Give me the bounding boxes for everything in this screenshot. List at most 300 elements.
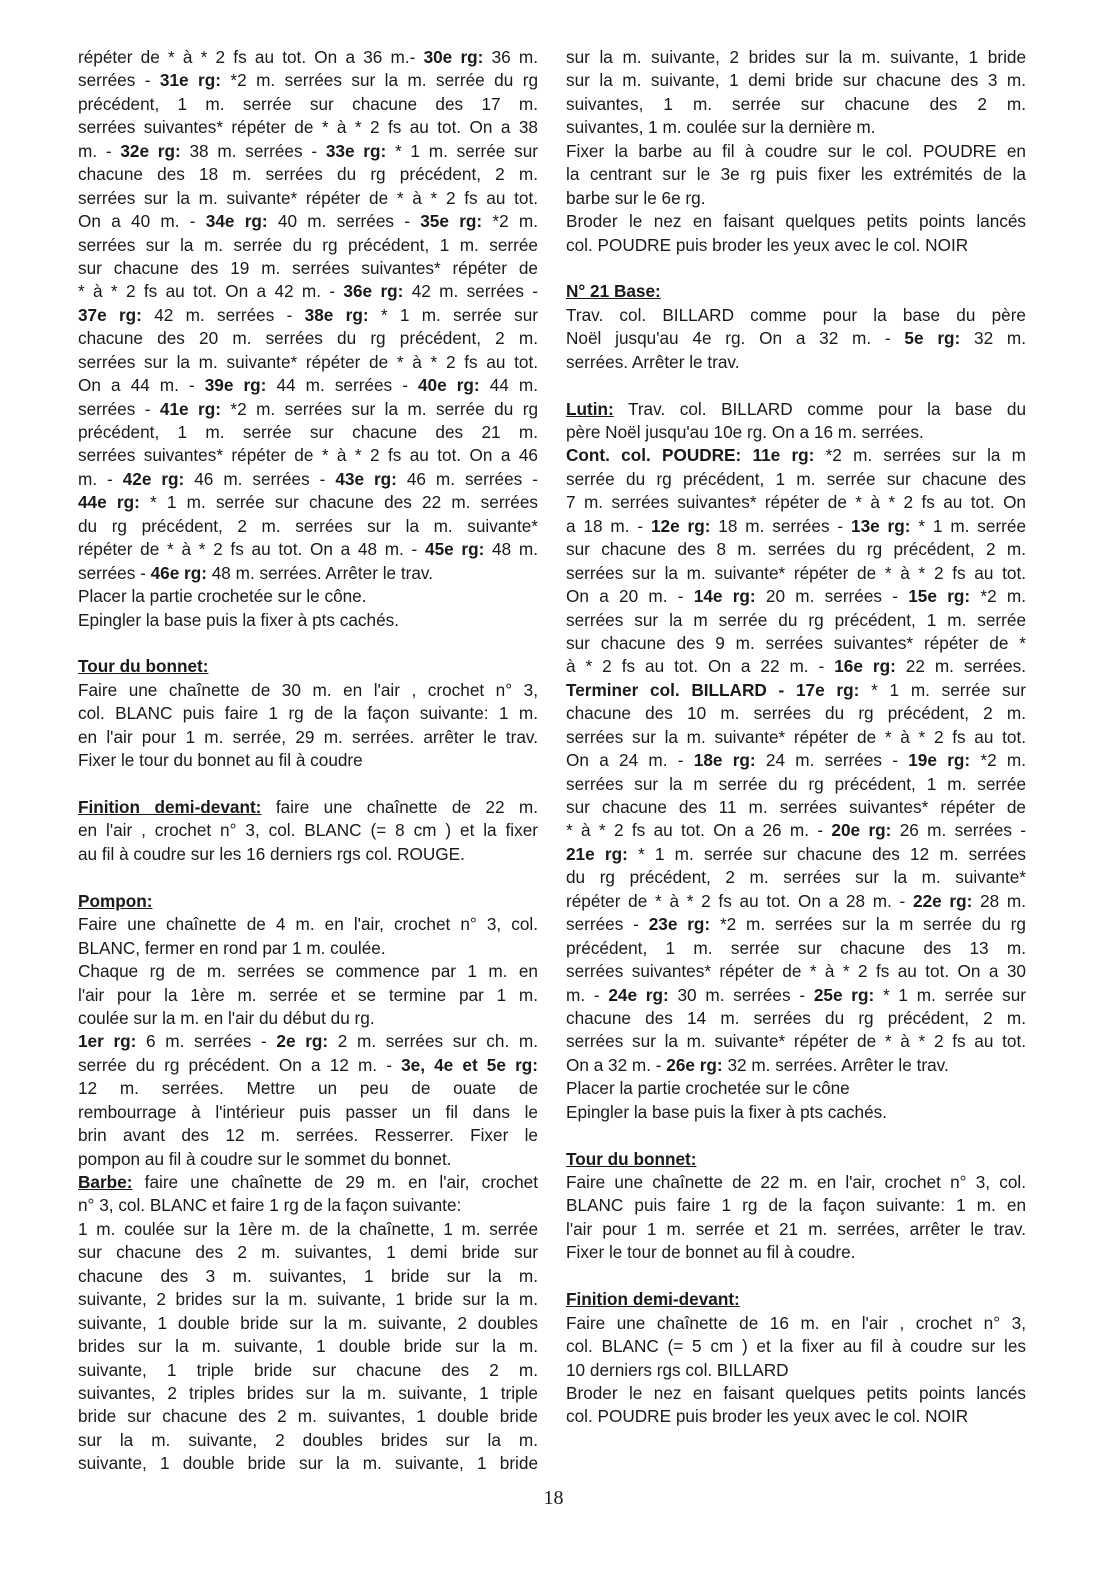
section-heading: Tour du bonnet: xyxy=(566,1148,697,1169)
text-line xyxy=(566,679,1026,702)
text-run: répéter de * à * 2 fs au tot. On a 28 m. - xyxy=(566,890,914,911)
text-line xyxy=(78,819,538,842)
text-line xyxy=(78,257,538,280)
text-line xyxy=(78,210,538,233)
text-run: sur la m. suivante, 2 doubles brides sur la m. xyxy=(78,1429,538,1450)
row-label: 16e rg: xyxy=(834,656,896,677)
text-run: Chaque rg de m. serrées se commence par 1 m. en xyxy=(78,961,538,982)
text-line xyxy=(78,1405,538,1428)
text-run: serrées suivantes* répéter de * à * 2 fs au tot. On a 30 xyxy=(566,961,1026,982)
text-run: 48 m. serrées. Arrêter le trav. xyxy=(206,562,434,583)
text-line xyxy=(78,515,538,538)
text-run: sur chacune des 8 m. serrées du rg précédent, 2 m. xyxy=(566,539,1026,560)
text-line xyxy=(566,632,1026,655)
text-line xyxy=(78,1171,538,1194)
text-line xyxy=(78,444,538,467)
row-label: 36e rg: xyxy=(343,281,404,302)
text-run: suivante, 2 brides sur la m. suivante, 1 bride sur la m. xyxy=(78,1289,538,1310)
text-run: précédent, 1 m. serrée sur chacune des 21 m. xyxy=(78,422,538,442)
text-line xyxy=(78,960,538,983)
text-line xyxy=(78,702,538,725)
text-line xyxy=(78,1218,538,1241)
text-line xyxy=(78,69,538,92)
text-run: *2 m. xyxy=(970,750,1026,771)
text-line xyxy=(78,1452,538,1475)
row-label: 20e rg: xyxy=(831,820,892,841)
section-heading: Finition demi-devant: xyxy=(566,1289,740,1310)
text-line xyxy=(78,1335,538,1358)
text-line xyxy=(78,609,538,632)
text-run: 24 m. serrées - xyxy=(755,750,909,771)
text-run: chacune des 20 m. serrées du rg précédent, 2 m. xyxy=(78,328,538,349)
text-run: faire une chaînette de 29 m. en l'air, crochet xyxy=(132,1172,538,1192)
text-run: 42 m. serrées - xyxy=(403,281,538,302)
text-line xyxy=(566,1405,1026,1428)
text-run: Faire une chaînette de 16 m. en l'air , crochet n° 3, xyxy=(566,1312,1026,1333)
text-run: * à * 2 fs au tot. On a 42 m. - xyxy=(78,281,344,302)
text-run: du rg précédent, 2 m. serrées sur la m. suivante* xyxy=(566,867,1026,888)
paragraph-gap xyxy=(78,773,538,796)
text-line xyxy=(78,1382,538,1405)
text-line xyxy=(566,46,1026,69)
text-line xyxy=(566,819,1026,842)
text-run: serrées sur la m. suivante* répéter de * à * 2 fs au tot. xyxy=(78,351,538,372)
text-run: précédent, 1 m. serrée sur chacune des 13 m. xyxy=(566,937,1026,958)
text-run: suivantes, 1 m. coulée sur la dernière m. xyxy=(566,117,876,138)
text-run: *2 m. serrées sur la m serrée du rg xyxy=(710,914,1026,935)
text-line xyxy=(78,562,538,585)
text-run: col. POUDRE puis broder les yeux avec le col. NOIR xyxy=(566,234,969,255)
row-label: 35e rg: xyxy=(420,211,483,232)
text-run: *2 m. serrées sur la m. serrée du rg xyxy=(220,70,538,91)
text-line xyxy=(78,1101,538,1124)
text-line xyxy=(566,913,1026,936)
section-heading: N° 21 Base: xyxy=(566,281,661,302)
text-run: 22 m. serrées. xyxy=(895,656,1026,677)
text-run: chacune des 18 m. serrées du rg précédent, 2 m. xyxy=(78,164,538,185)
row-label: 5e rg: xyxy=(904,328,961,349)
text-run: BLANC, fermer en rond par 1 m. coulée. xyxy=(78,937,386,958)
text-line xyxy=(78,280,538,303)
text-run: pompon au fil à coudre sur le sommet du bonnet. xyxy=(78,1148,452,1169)
text-line xyxy=(566,773,1026,796)
text-line xyxy=(566,1030,1026,1053)
text-line xyxy=(78,1007,538,1030)
text-run: 46 m. serrées - xyxy=(184,468,336,489)
text-run: sur la m. suivante, 1 demi bride sur chacune des 3 m. xyxy=(566,70,1026,91)
row-label: Terminer col. BILLARD - 17e rg: xyxy=(566,679,860,700)
text-line xyxy=(78,679,538,702)
section-heading: Lutin: xyxy=(566,398,614,419)
row-label: 19e rg: xyxy=(908,750,971,771)
text-run: col. POUDRE puis broder les yeux avec le col. NOIR xyxy=(566,1406,969,1427)
text-line xyxy=(78,140,538,163)
text-line xyxy=(78,46,538,69)
text-run: Placer la partie crochetée sur le cône xyxy=(566,1078,850,1099)
text-line xyxy=(566,1218,1026,1241)
text-line xyxy=(566,234,1026,257)
section-heading: Pompon: xyxy=(78,890,153,911)
text-run: répéter de * à * 2 fs au tot. On a 48 m. - xyxy=(78,539,426,560)
text-line xyxy=(78,585,538,608)
text-line xyxy=(566,444,1026,467)
text-run: 32 m. serrées. Arrêter le trav. xyxy=(722,1054,949,1075)
text-run: 36 m. xyxy=(483,47,538,67)
text-line xyxy=(566,515,1026,538)
text-run: * à * 2 fs au tot. On a 26 m. - xyxy=(566,820,832,841)
section-heading: Finition demi-devant: xyxy=(78,797,262,817)
text-line xyxy=(566,116,1026,139)
row-label: 21e rg: xyxy=(566,843,628,864)
row-label: 42e rg: xyxy=(122,468,185,489)
text-line xyxy=(78,1148,538,1171)
text-line xyxy=(566,1335,1026,1358)
text-line xyxy=(566,562,1026,585)
text-line xyxy=(78,351,538,374)
text-line xyxy=(78,843,538,866)
text-run: 7 m. serrées suivantes* répéter de * à * 2 fs au tot. On xyxy=(566,492,1026,513)
text-line xyxy=(78,304,538,327)
text-run: serrées sur la m. suivante* répéter de * à * 2 fs au tot. xyxy=(566,1031,1026,1052)
text-run: * 1 m. serrée sur xyxy=(859,679,1026,700)
text-run: Faire une chaînette de 22 m. en l'air, crochet n° 3, col. xyxy=(566,1172,1026,1192)
text-line xyxy=(566,1101,1026,1124)
text-run: * 1 m. serrée sur chacune des 22 m. serrées xyxy=(139,492,538,513)
paragraph-gap xyxy=(78,632,538,655)
text-run: bride sur chacune des 2 m. suivantes, 1 double bride xyxy=(78,1406,538,1427)
text-line xyxy=(78,984,538,1007)
row-label: 2e rg: xyxy=(276,1031,329,1052)
text-run: serrées - xyxy=(78,398,160,419)
text-line xyxy=(566,491,1026,514)
text-run: père Noël jusqu'au 10e rg. On a 16 m. serrées. xyxy=(566,422,924,442)
text-run: serrées - xyxy=(78,562,151,583)
text-line xyxy=(78,1124,538,1147)
text-run: chacune des 3 m. suivantes, 1 bride sur la m. xyxy=(78,1265,538,1286)
text-run: 48 m. xyxy=(484,539,538,560)
text-run: col. BLANC (= 5 cm ) et la fixer au fil à coudre sur les xyxy=(566,1336,1026,1357)
text-line xyxy=(78,890,538,913)
text-run: sur chacune des 11 m. serrées suivantes* répéter de xyxy=(566,797,1026,817)
text-run: 40 m. serrées - xyxy=(267,211,421,232)
text-run: chacune des 14 m. serrées du rg précédent, 2 m. xyxy=(566,1007,1026,1028)
text-line xyxy=(566,1148,1026,1171)
text-run: suivante, 1 double bride sur la m. suivante, 1 bride xyxy=(78,1453,538,1474)
text-run: *2 m. serrées sur la m. serrée du rg xyxy=(220,398,538,419)
text-line xyxy=(78,749,538,772)
text-line xyxy=(78,491,538,514)
text-line xyxy=(566,960,1026,983)
text-line xyxy=(78,937,538,960)
text-run: 6 m. serrées - xyxy=(136,1031,277,1052)
text-run: serrées sur la m. suivante* répéter de * à * 2 fs au tot. xyxy=(78,187,538,208)
text-run: serrées sur la m serrée du rg précédent, 1 m. serrée xyxy=(566,609,1026,630)
row-label: 30e rg: xyxy=(423,47,484,67)
text-line xyxy=(566,327,1026,350)
text-run: Broder le nez en faisant quelques petits points lancés xyxy=(566,211,1026,232)
text-line xyxy=(566,937,1026,960)
text-line xyxy=(78,1312,538,1335)
text-run: suivante, 1 double bride sur la m. suivante, 2 doubles xyxy=(78,1312,538,1333)
text-line xyxy=(78,1359,538,1382)
text-run: 12 m. serrées. Mettre un peu de ouate de xyxy=(78,1078,538,1099)
text-run: serrées. Arrêter le trav. xyxy=(566,351,740,372)
text-run: 44 m. xyxy=(479,375,538,396)
text-line xyxy=(78,538,538,561)
text-line xyxy=(566,1359,1026,1382)
text-run: serrées suivantes* répéter de * à * 2 fs au tot. On a 46 xyxy=(78,445,538,466)
text-line xyxy=(566,140,1026,163)
row-label: 12e rg: xyxy=(650,515,711,536)
row-label: 25e rg: xyxy=(813,984,875,1005)
text-run: brides sur la m. suivante, 1 double bride sur la m. xyxy=(78,1336,538,1357)
text-run: faire une chaînette de 22 m. xyxy=(261,797,538,817)
page-number: 18 xyxy=(543,1487,564,1509)
text-line xyxy=(566,1194,1026,1217)
text-line xyxy=(566,796,1026,819)
text-line xyxy=(566,609,1026,632)
row-label: 37e rg: xyxy=(78,304,142,325)
text-line xyxy=(78,655,538,678)
text-run: On a 44 m. - xyxy=(78,375,205,396)
row-label: 26e rg: xyxy=(666,1054,723,1075)
text-line xyxy=(78,234,538,257)
text-run: sur chacune des 9 m. serrées suivantes* répéter de * xyxy=(566,632,1026,653)
text-line xyxy=(566,163,1026,186)
text-line xyxy=(566,421,1026,444)
text-line xyxy=(566,749,1026,772)
text-run: coulée sur la m. en l'air du début du rg. xyxy=(78,1007,375,1028)
text-line xyxy=(78,163,538,186)
text-line xyxy=(566,1382,1026,1405)
paragraph-gap xyxy=(78,866,538,889)
text-run: Faire une chaînette de 30 m. en l'air , crochet n° 3, xyxy=(78,679,538,700)
text-line xyxy=(78,1265,538,1288)
text-line xyxy=(566,1077,1026,1100)
text-run: du rg précédent, 2 m. serrées sur la m. suivante* xyxy=(78,515,538,536)
text-run: Epingler la base puis la fixer à pts cachés. xyxy=(78,609,400,630)
text-line xyxy=(566,304,1026,327)
text-run: en l'air pour 1 m. serrée, 29 m. serrées. arrêter le trav. xyxy=(78,726,538,747)
text-run: 46 m. serrées - xyxy=(396,468,538,489)
row-label: 41e rg: xyxy=(159,398,221,419)
text-run: la centrant sur le 3e rg puis fixer les extrémités de la xyxy=(566,164,1026,185)
text-run: *2 m. serrées sur la m xyxy=(814,445,1026,466)
text-run: 44 m. serrées - xyxy=(266,375,418,396)
text-line xyxy=(566,398,1026,421)
text-run: m. - xyxy=(78,140,121,161)
text-line xyxy=(566,1171,1026,1194)
text-run: *2 m. xyxy=(970,586,1026,607)
text-run: m. - xyxy=(566,984,609,1005)
text-line xyxy=(566,1241,1026,1264)
text-line xyxy=(78,913,538,936)
text-run: suivantes, 2 triples brides sur la m. suivante, 1 triple xyxy=(78,1382,538,1403)
text-run: sur chacune des 2 m. suivantes, 1 demi bride sur xyxy=(78,1242,538,1263)
text-run: suivante, 1 triple bride sur chacune des 2 m. xyxy=(78,1359,538,1380)
text-run: Broder le nez en faisant quelques petits points lancés xyxy=(566,1382,1026,1403)
text-run: col. BLANC puis faire 1 rg de la façon suivante: 1 m. xyxy=(78,703,538,724)
text-run: en l'air , crochet n° 3, col. BLANC (= 8 cm ) et la fixer xyxy=(78,820,538,841)
text-line xyxy=(566,210,1026,233)
text-run: On a 32 m. - xyxy=(566,1054,667,1075)
text-run: On a 24 m. - xyxy=(566,750,694,771)
text-line xyxy=(566,351,1026,374)
text-line xyxy=(566,984,1026,1007)
text-run: * 1 m. serrée sur chacune des 12 m. serrées xyxy=(627,843,1026,864)
text-run: serrées sur la m. suivante* répéter de * à * 2 fs au tot. xyxy=(566,726,1026,747)
text-line xyxy=(78,327,538,350)
text-line xyxy=(566,702,1026,725)
row-label: 14e rg: xyxy=(693,586,756,607)
row-label: 45e rg: xyxy=(425,539,485,560)
text-run: sur la m. suivante, 2 brides sur la m. suivante, 1 bride xyxy=(566,47,1026,67)
text-run: 38 m. serrées - xyxy=(180,140,326,161)
text-run: * 1 m. serrée sur xyxy=(874,984,1026,1005)
row-label: 32e rg: xyxy=(120,140,181,161)
text-run: chacune des 10 m. serrées du rg précédent, 2 m. xyxy=(566,703,1026,724)
text-line xyxy=(78,374,538,397)
text-line xyxy=(566,1054,1026,1077)
text-run: Faire une chaînette de 4 m. en l'air, crochet n° 3, col. xyxy=(78,914,538,935)
text-run: 18 m. serrées - xyxy=(710,515,852,536)
section-heading: Barbe: xyxy=(78,1172,133,1192)
row-label: 15e rg: xyxy=(908,586,971,607)
paragraph-gap xyxy=(566,374,1026,397)
right-column xyxy=(566,46,1026,1429)
text-run: Noël jusqu'au 4e rg. On a 32 m. - xyxy=(566,328,905,349)
text-run: 30 m. serrées - xyxy=(668,984,814,1005)
text-run: Fixer la barbe au fil à coudre sur le col. POUDRE en xyxy=(566,140,1026,161)
text-run: 20 m. serrées - xyxy=(755,586,909,607)
text-line xyxy=(566,93,1026,116)
text-line xyxy=(566,890,1026,913)
text-run: a 18 m. - xyxy=(566,515,651,536)
text-run: Epingler la base puis la fixer à pts cachés. xyxy=(566,1101,888,1122)
text-run: Placer la partie crochetée sur le cône. xyxy=(78,586,367,607)
paragraph-gap xyxy=(566,1265,1026,1288)
text-run: * 1 m. serrée xyxy=(910,515,1026,536)
text-run: 42 m. serrées - xyxy=(141,304,305,325)
text-line xyxy=(78,398,538,421)
text-line xyxy=(566,585,1026,608)
text-run: Trav. col. BILLARD comme pour la base du père xyxy=(566,304,1026,325)
text-line xyxy=(78,1194,538,1217)
text-line xyxy=(78,93,538,116)
text-run: précédent, 1 m. serrée sur chacune des 17 m. xyxy=(78,93,538,114)
text-run: l'air pour la 1ère m. serrée et se termine par 1 m. xyxy=(78,984,538,1005)
row-label: 3e, 4e et 5e rg: xyxy=(401,1054,538,1075)
text-line xyxy=(566,866,1026,889)
section-heading: Tour du bonnet: xyxy=(78,656,209,677)
text-run: On a 40 m. - xyxy=(78,211,206,232)
row-label: Cont. col. POUDRE: 11e rg: xyxy=(566,445,815,466)
text-run: 1 m. coulée sur la 1ère m. de la chaînette, 1 m. serrée xyxy=(78,1218,538,1239)
row-label: 33e rg: xyxy=(325,140,387,161)
row-label: 43e rg: xyxy=(335,468,397,489)
text-run: On a 20 m. - xyxy=(566,586,694,607)
text-run: serrées - xyxy=(566,914,649,935)
row-label: 13e rg: xyxy=(851,515,911,536)
text-line xyxy=(78,1077,538,1100)
text-run: l'air pour 1 m. serrée et 21 m. serrées, arrêter le trav. xyxy=(566,1218,1026,1239)
text-line xyxy=(566,538,1026,561)
text-run: 10 derniers rgs col. BILLARD xyxy=(566,1359,789,1380)
text-run: serrées sur la m. serrée du rg précédent, 1 m. serrée xyxy=(78,234,538,255)
text-line xyxy=(566,468,1026,491)
text-run: BLANC puis faire 1 rg de la façon suivante: 1 m. en xyxy=(566,1195,1026,1216)
text-run: *2 m. xyxy=(482,211,538,232)
text-run: n° 3, col. BLANC et faire 1 rg de la façon suivante: xyxy=(78,1195,462,1216)
text-run: Trav. col. BILLARD comme pour la base du xyxy=(613,398,1026,419)
text-run: barbe sur le 6e rg. xyxy=(566,187,706,208)
left-column xyxy=(78,46,538,1476)
text-line xyxy=(78,468,538,491)
row-label: 22e rg: xyxy=(913,890,973,911)
text-run: serrée du rg précédent, 1 m. serrée sur chacune des xyxy=(566,468,1026,489)
text-line xyxy=(566,843,1026,866)
text-run: rembourrage à l'intérieur puis passer un fil dans le xyxy=(78,1101,538,1122)
text-run: serrées sur la m. suivante* répéter de * à * 2 fs au tot. xyxy=(566,562,1026,583)
text-run: serrée du rg précédent. On a 12 m. - xyxy=(78,1054,402,1075)
text-run: * 1 m. serrée sur xyxy=(368,304,538,325)
row-label: 44e rg: xyxy=(78,492,140,513)
row-label: 18e rg: xyxy=(693,750,756,771)
row-label: 23e rg: xyxy=(648,914,711,935)
text-line xyxy=(566,1007,1026,1030)
text-line xyxy=(78,1030,538,1053)
text-line xyxy=(566,280,1026,303)
text-run: serrées sur la m serrée du rg précédent, 1 m. serrée xyxy=(566,773,1026,794)
text-line xyxy=(566,1312,1026,1335)
row-label: 46e rg: xyxy=(150,562,207,583)
text-line xyxy=(78,796,538,819)
text-run: m. - xyxy=(78,468,123,489)
text-line xyxy=(78,116,538,139)
text-line xyxy=(566,1288,1026,1311)
text-run: Fixer le tour du bonnet au fil à coudre xyxy=(78,750,363,771)
text-run: au fil à coudre sur les 16 derniers rgs col. ROUGE. xyxy=(78,843,465,864)
text-run: brin avant des 12 m. serrées. Resserrer. Fixer le xyxy=(78,1125,538,1146)
text-line xyxy=(78,421,538,444)
row-label: 24e rg: xyxy=(608,984,669,1005)
text-line xyxy=(566,69,1026,92)
paragraph-gap xyxy=(566,1124,1026,1147)
text-line xyxy=(566,726,1026,749)
row-label: 40e rg: xyxy=(417,375,480,396)
row-label: 38e rg: xyxy=(304,304,369,325)
text-run: 2 m. serrées sur ch. m. xyxy=(328,1031,538,1052)
text-line xyxy=(78,1429,538,1452)
text-line xyxy=(78,1241,538,1264)
text-run: 26 m. serrées - xyxy=(891,820,1026,841)
text-run: à * 2 fs au tot. On a 22 m. - xyxy=(566,656,835,677)
paragraph-gap xyxy=(566,257,1026,280)
text-run: 28 m. xyxy=(972,890,1026,911)
text-run: suivantes, 1 m. serrée sur chacune des 2 m. xyxy=(566,93,1026,114)
row-label: 39e rg: xyxy=(204,375,267,396)
text-line xyxy=(78,187,538,210)
text-run: sur chacune des 19 m. serrées suivantes* répéter de xyxy=(78,257,538,278)
text-line xyxy=(566,655,1026,678)
text-run: Fixer le tour de bonnet au fil à coudre. xyxy=(566,1242,856,1263)
row-label: 31e rg: xyxy=(159,70,221,91)
text-run: serrées suivantes* répéter de * à * 2 fs au tot. On a 38 xyxy=(78,117,538,138)
text-line xyxy=(78,1054,538,1077)
row-label: 1er rg: xyxy=(78,1031,137,1052)
text-line xyxy=(566,187,1026,210)
text-run: serrées - xyxy=(78,70,160,91)
